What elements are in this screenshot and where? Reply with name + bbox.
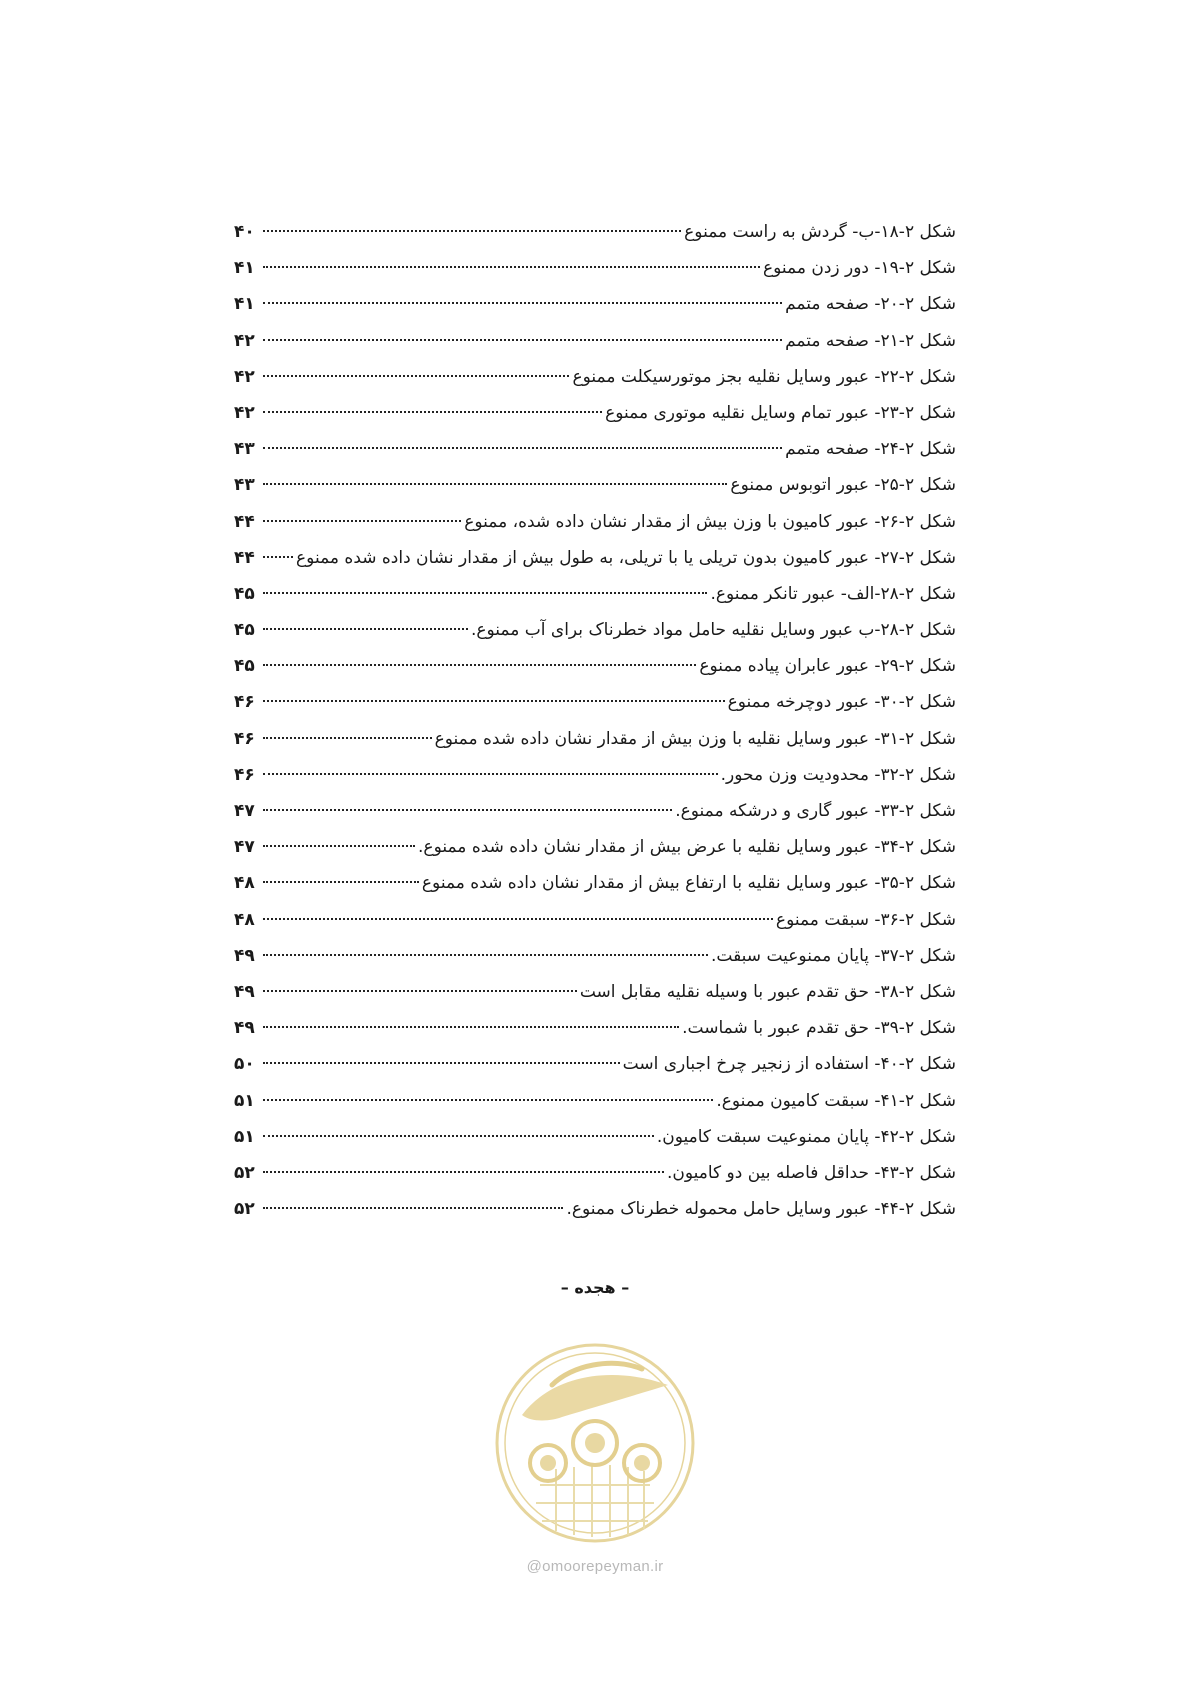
toc-entry	[234, 286, 956, 322]
toc-entry-page: ۴۶	[234, 692, 255, 713]
toc-entry-title: شکل ۲-۴۰- استفاده از زنجیر چرخ اجباری است	[622, 1054, 956, 1075]
toc-dot-leader	[263, 845, 415, 847]
toc-entry	[234, 395, 956, 431]
toc-dot-leader	[263, 230, 681, 232]
toc-entry-title: شکل ۲-۳۴- عبور وسایل نقلیه با عرض بیش از مقدار نشان داده شده ممنوع.	[418, 837, 956, 858]
toc-entry-title: شکل ۲-۴۴- عبور وسایل حامل محموله خطرناک ممنوع.	[566, 1199, 956, 1220]
toc-entry	[234, 323, 956, 359]
toc-entry-page: ۴۳	[234, 475, 255, 496]
toc-entry	[234, 431, 956, 467]
toc-dot-leader	[263, 1135, 654, 1137]
toc-entry-title: شکل ۲-۳۳- عبور گاری و درشکه ممنوع.	[675, 801, 956, 821]
toc-dot-leader	[263, 628, 468, 630]
toc-entry-page: ۴۲	[234, 402, 255, 423]
toc-entry	[234, 974, 956, 1010]
toc-entry	[234, 540, 956, 576]
toc-dot-leader	[263, 1171, 664, 1173]
toc-entry	[234, 684, 956, 720]
toc-entry-page: ۴۵	[234, 620, 255, 641]
toc-entry-page: ۴۱	[234, 294, 255, 315]
toc-entry-page: ۴۶	[234, 728, 255, 749]
toc-dot-leader	[263, 918, 773, 920]
toc-dot-leader	[263, 375, 569, 377]
toc-entry-title: شکل ۲-۲۱- صفحه متمم	[785, 330, 956, 351]
toc-entry-page: ۴۵	[234, 656, 255, 677]
toc-dot-leader	[263, 520, 461, 522]
toc-dot-leader	[263, 1062, 620, 1064]
toc-entry-page: ۴۲	[234, 366, 255, 387]
toc-entry	[234, 467, 956, 503]
toc-entry-page: ۵۱	[234, 1126, 255, 1147]
toc-entry-page: ۵۲	[234, 1162, 255, 1183]
toc-dot-leader	[263, 556, 293, 558]
toc-entry	[234, 793, 956, 829]
toc-entry-title: شکل ۲-۳۰- عبور دوچرخه ممنوع	[727, 692, 956, 713]
toc-entry	[234, 1155, 956, 1191]
toc-entry-page: ۴۴	[234, 511, 255, 532]
toc-entry-page: ۴۹	[234, 981, 255, 1002]
toc-entry-title: شکل ۲-۱۹- دور زدن ممنوع	[762, 258, 956, 279]
toc-entry-title: شکل ۲-۲۲- عبور وسایل نقلیه بجز موتورسیکلت ممنوع	[572, 366, 956, 387]
toc-entry-page: ۵۲	[234, 1199, 255, 1220]
toc-entry-page: ۴۸	[234, 909, 255, 930]
watermark-url: @omoorepeyman.ir	[526, 1558, 664, 1575]
toc-entry-page: ۴۶	[234, 764, 255, 785]
toc-entry	[234, 865, 956, 901]
toc-entry-title: شکل ۲-۲۵- عبور اتوبوس ممنوع	[730, 475, 956, 496]
toc-entry-title: شکل ۲-۲۸-الف- عبور تانکر ممنوع.	[710, 583, 956, 604]
toc-dot-leader	[263, 773, 718, 775]
toc-dot-leader	[263, 1207, 563, 1209]
toc-dot-leader	[263, 483, 727, 485]
toc-entry	[234, 576, 956, 612]
toc-dot-leader	[263, 339, 782, 341]
toc-entry-title: شکل ۲-۲۰- صفحه متمم	[785, 294, 956, 315]
toc-dot-leader	[263, 1099, 713, 1101]
toc-entry	[234, 250, 956, 286]
toc-entry	[234, 757, 956, 793]
toc-entry-page: ۴۸	[234, 873, 255, 894]
toc-dot-leader	[263, 447, 782, 449]
toc-entry-title: شکل ۲-۳۵- عبور وسایل نقلیه با ارتفاع بیش از مقدار نشان داده شده ممنوع	[421, 873, 956, 894]
toc-dot-leader	[263, 1026, 679, 1028]
toc-dot-leader	[263, 809, 672, 811]
toc-entry-title: شکل ۲-۲۹- عبور عابران پیاده ممنوع	[699, 656, 956, 677]
toc-entry-title: شکل ۲-۳۸- حق تقدم عبور با وسیله نقلیه مقابل است	[579, 981, 956, 1002]
toc-entry-page: ۴۹	[234, 1018, 255, 1039]
toc-entry	[234, 721, 956, 757]
toc-entry	[234, 1083, 956, 1119]
toc-entry	[234, 504, 956, 540]
toc-entry-title: شکل ۲-۳۶- سبقت ممنوع	[775, 909, 956, 930]
toc-entry	[234, 612, 956, 648]
toc-dot-leader	[263, 700, 725, 702]
toc-entry-title: شکل ۲-۳۹- حق تقدم عبور با شماست.	[682, 1018, 956, 1039]
toc-entry	[234, 1119, 956, 1155]
toc-dot-leader	[263, 737, 432, 739]
toc-dot-leader	[263, 592, 707, 594]
toc-entry-title: شکل ۲-۳۷- پایان ممنوعیت سبقت.	[710, 945, 956, 966]
toc-dot-leader	[263, 881, 419, 883]
toc-entry	[234, 1010, 956, 1046]
toc-entry-title: شکل ۲-۲۴- صفحه متمم	[785, 439, 956, 460]
toc-entry-title: شکل ۲-۲۷- عبور کامیون بدون تریلی یا با تریلی، به طول بیش از مقدار نشان داده شده ممنوع	[296, 547, 956, 568]
toc-entry-page: ۴۱	[234, 258, 255, 279]
toc-entry-page: ۴۲	[234, 330, 255, 351]
toc-entry	[234, 938, 956, 974]
toc-entry-title: شکل ۲-۴۲- پایان ممنوعیت سبقت کامیون.	[656, 1126, 956, 1147]
toc-entry	[234, 829, 956, 865]
toc-entry	[234, 1046, 956, 1082]
toc-entry-page: ۴۹	[234, 945, 255, 966]
toc-entry-page: ۴۰	[234, 222, 255, 242]
toc-entry-page: ۵۰	[234, 1054, 255, 1075]
toc-entry	[234, 648, 956, 684]
toc-entry-title: شکل ۲-۴۱- سبقت کامیون ممنوع.	[716, 1090, 956, 1111]
toc-dot-leader	[263, 302, 782, 304]
toc-entry-title: شکل ۲-۳۲- محدودیت وزن محور.	[720, 764, 956, 785]
toc-entry-page: ۵۱	[234, 1090, 255, 1111]
toc-entry-page: ۴۴	[234, 547, 255, 568]
toc-entry-title: شکل ۲-۳۱- عبور وسایل نقلیه با وزن بیش از مقدار نشان داده شده ممنوع	[434, 728, 956, 749]
toc-entry-title: شکل ۲-۱۸-ب- گردش به راست ممنوع	[684, 222, 956, 242]
toc-entry	[234, 902, 956, 938]
page-number: – هجده –	[560, 1278, 630, 1297]
watermark-seal-icon	[492, 1335, 698, 1551]
table-of-figures	[234, 214, 956, 1227]
toc-entry	[234, 214, 956, 250]
toc-dot-leader	[263, 411, 602, 413]
toc-dot-leader	[263, 990, 577, 992]
toc-dot-leader	[263, 266, 760, 268]
toc-entry-page: ۴۵	[234, 583, 255, 604]
toc-entry-page: ۴۳	[234, 439, 255, 460]
toc-dot-leader	[263, 954, 708, 956]
toc-entry-page: ۴۷	[234, 837, 255, 858]
toc-entry	[234, 359, 956, 395]
toc-dot-leader	[263, 664, 696, 666]
toc-entry-title: شکل ۲-۲۳- عبور تمام وسایل نقلیه موتوری ممنوع	[605, 402, 956, 423]
toc-entry	[234, 1191, 956, 1227]
toc-entry-title: شکل ۲-۲۶- عبور کامیون با وزن بیش از مقدار نشان داده شده، ممنوع	[464, 511, 956, 532]
toc-entry-title: شکل ۲-۲۸-ب عبور وسایل نقلیه حامل مواد خطرناک برای آب ممنوع.	[470, 620, 956, 641]
toc-entry-page: ۴۷	[234, 801, 255, 821]
toc-entry-title: شکل ۲-۴۳- حداقل فاصله بین دو کامیون.	[666, 1162, 956, 1183]
